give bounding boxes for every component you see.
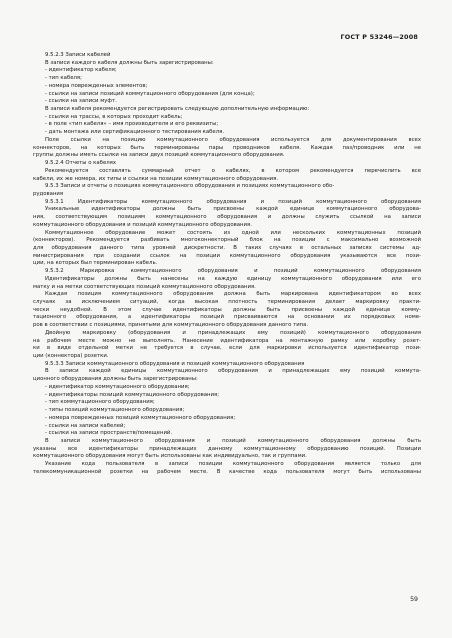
text-line: 9.5.3 Записи и отчеты о позициях коммутационного оборудования и позициях коммутационного обо- (45, 183, 335, 190)
text-line: - ссылки на записи пространств/помещений. (45, 430, 173, 437)
text-line: ции, на которых был терминирован кабель. (33, 260, 158, 267)
text-line: Уникальные идентификаторы должны быть присвоены каждой единице коммутационного оборудова- (45, 206, 421, 213)
text-line: - идентификатор коммутационного оборудования; (45, 383, 190, 390)
text-line: Идентификаторы должны быть нанесены на каждую единицу коммутационного оборудования или его (45, 275, 421, 282)
text-line: чески неудобной. В этом случае идентификаторы должны быть присвоены каждой единице комму- (33, 306, 421, 313)
text-line: ки в виде отдельной метки не требуется в случае, если для маркировки используется идентификатор пози- (33, 345, 421, 352)
text-line: В записи каждой единицы коммутационного оборудования и принадлежащих ему позиций коммута- (45, 368, 421, 375)
text-line: кабели, их же номера, их типы и ссылки на позиции коммутационного оборудования. (33, 175, 279, 182)
text-line: Указание кода пользователя в записи позиции коммутационного оборудования является только для (45, 461, 421, 468)
text-line: группы должны иметь ссылки на записи двух позиций коммутационного оборудования. (33, 152, 285, 159)
text-line: - тип кабеля; (45, 75, 82, 82)
text-line: - ссылки на записи кабелей; (45, 422, 126, 429)
text-line: указаны все идентификаторы принадлежащих данному коммутационному оборудованию позиций. Позиции (33, 445, 421, 452)
text-line: коммутационного оборудования могут быть использованы как индивидуально, так и группами. (33, 453, 307, 460)
page-number: 59 (410, 596, 418, 603)
text-line: В записи коммутационного оборудования и позиций коммутационного оборудования должны быть (45, 437, 421, 444)
text-line: министрирования при создании ссылок на позиции коммутационного оборудования указываются все пози- (33, 252, 421, 259)
text-line: ции (коннектора) розетки. (33, 353, 109, 360)
text-line: ния, соответствующим позициям коммутационного оборудования и должны служить ссылкой на записи (33, 214, 421, 221)
text-line: (коннекторов). Рекомендуется разбивать многоконнекторный блок на позиции с максимально возможной (33, 237, 421, 244)
text-line: Коммутационное оборудование может состоять из одной или нескольких коммутационных позиций (45, 229, 421, 236)
text-line: - идентификатор кабеля; (45, 67, 117, 74)
text-line: коннекторов, на которых быть терминированы пары проводников кабеля. Каждая паз/проводник или не (33, 144, 421, 151)
text-line: - номера поврежденных элементов; (45, 82, 148, 89)
document-body (33, 52, 421, 477)
text-line: 9.5.2.3 Записи кабелей (45, 52, 111, 58)
text-line: - ссылки на записи муфт. (45, 98, 117, 105)
text-line: ров в соответствии с позициями, принятыми для коммутационного оборудования данного типа. (33, 322, 309, 329)
text-line: - дать монтажа или сертификационного тестирования кабеля. (45, 129, 225, 136)
text-line: - в поле «тип кабеля» – имя производителя и его реквизиты; (45, 121, 219, 128)
text-line: Поле ссылки на позицию коммутационного оборудования используется для документирования всех (45, 136, 421, 143)
text-line: на рабочем месте можно не выполнять. Нанесение идентификатора на монтажную рамку или коробку розет- (33, 337, 421, 344)
text-line: Каждая позиция коммутационного оборудования должна быть маркирована идентификатором во всех (45, 291, 421, 298)
text-line: Рекомендуется составлять суммарный отчет о кабелях, в котором рекомендуется перечислить все (45, 167, 421, 174)
text-line: - типы позиций коммутационного оборудования; (45, 407, 185, 414)
text-line: - ссылки на трассы, в которых проходит кабель; (45, 113, 183, 120)
text-line: - ссылки на записи позиций коммутационного оборудования (для конца); (45, 90, 255, 97)
text-line: матку и на метки соответствующих позиций коммутационного оборудования. (33, 283, 256, 290)
text-line: В записи каждого кабеля должны быть зарегистрированы: (45, 59, 214, 66)
text-line: - идентификаторы позиций коммутационного оборудования; (45, 391, 220, 398)
text-line: случаях за исключением ситуаций, когда высокая плотность терминирования делает маркировку практи- (33, 299, 421, 305)
text-line: - номера поврежденных позиций коммутационного оборудования; (45, 414, 236, 421)
text-line: Двойную маркировку (оборудования и принадлежащих ему позиций) коммутационного оборудования (45, 329, 421, 336)
text-line: 9.5.3.3 Записи коммутационного оборудования и позиций коммутационного оборудования (45, 360, 305, 367)
text-line: 9.5.3.2 Маркировка коммутационного оборудования и позиций коммутационного оборудования (45, 268, 421, 275)
text-line: тационного оборудования, а идентификаторы позиций присваиваются на основании их порядковых номе- (33, 314, 421, 321)
standard-header: ГОСТ Р 53246—2008 (340, 33, 418, 41)
text-line: рудования (33, 190, 64, 197)
text-line: 9.5.2.4 Отчеты о кабелях (45, 160, 117, 167)
text-line: для оборудования данного типа уровней дискретности. В таких случаях в остальных записях системы ад- (33, 244, 421, 251)
text-line: телекоммуникационной розетки на рабочем месте. В качестве кода пользователя могут быть использованы (33, 468, 421, 475)
text-line: ционного оборудования должны быть зарегистрированы: (33, 376, 198, 383)
text-line: 9.5.3.1 Идентификаторы коммутационного оборудования и позиций коммутационного оборудования (45, 198, 421, 205)
text-line: коммутационного оборудования и позиций коммутационного оборудования. (33, 221, 252, 228)
text-line: В записи кабеля рекомендуется регистрировать следующую дополнительную информацию: (45, 106, 310, 113)
text-line: - тип коммутационного оборудования; (45, 399, 155, 406)
